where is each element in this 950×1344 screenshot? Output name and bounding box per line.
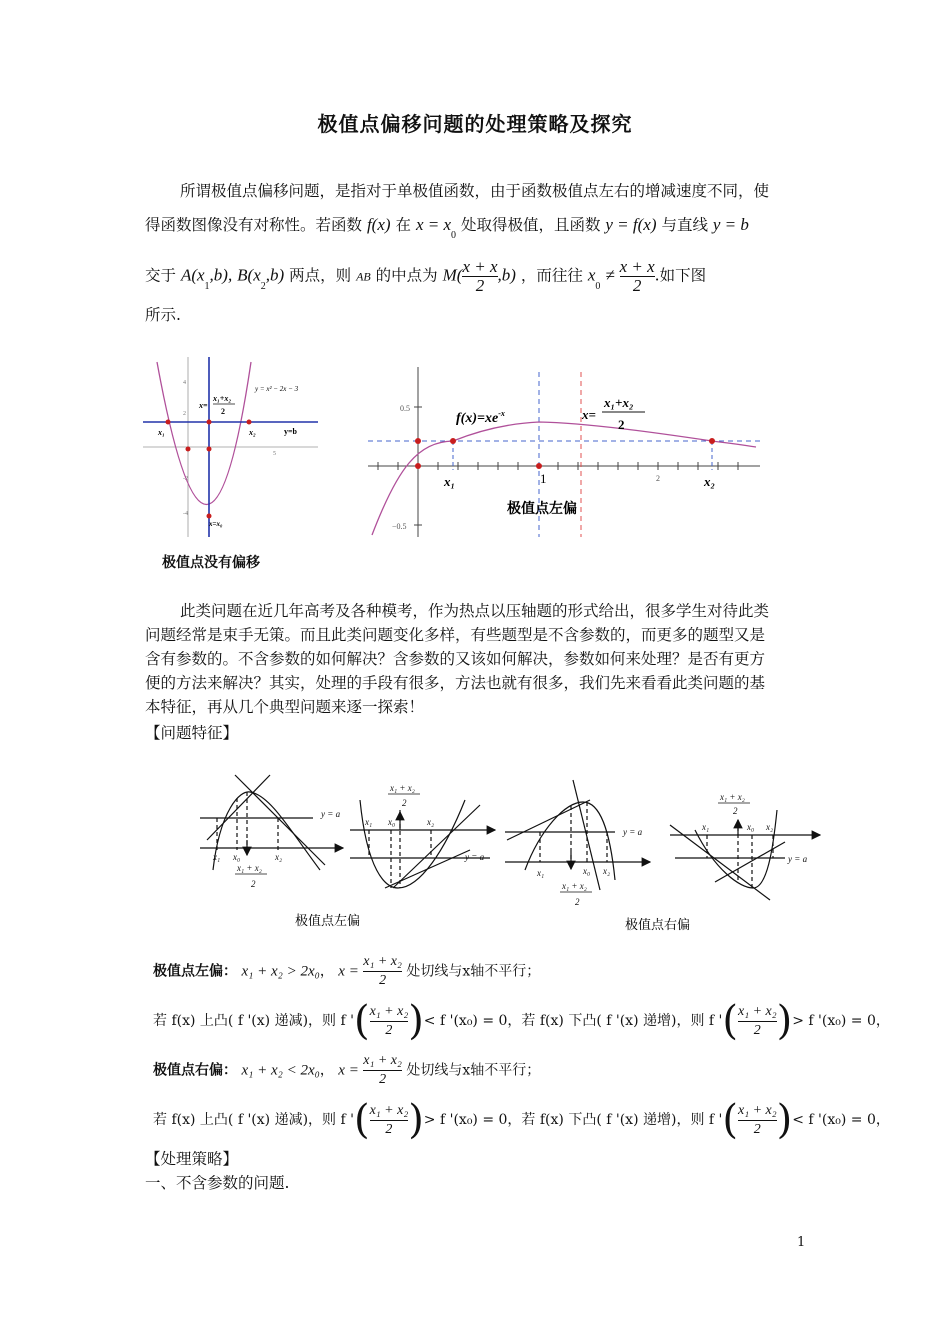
figure-features bbox=[195, 770, 825, 935]
fig2-x-eq: x= bbox=[582, 407, 596, 422]
feature-right-frac: $\frac{\text{x₁ + x₂}}{2}$ bbox=[363, 1053, 402, 1087]
parabola-curve bbox=[157, 362, 251, 505]
feature-right-detail: 若 f(x) 上凸( f '(x) 递减)，则 f '( $\frac{\text{x₁ + x₂}}{2}$ )> f '(x₀) = 0，若 f(x) 下凸( f '(x) 递增)，则 f '( $\frac{\text{x₁ + x₂}}{2}$ )< f '(x₀) = 0， bbox=[153, 1097, 890, 1143]
fig2-mid-num: x₁+x₂ bbox=[604, 395, 634, 410]
fig1-x0-label: x=x₀ bbox=[209, 520, 223, 528]
fig2-x1-label: x₁ bbox=[444, 474, 456, 489]
p1-tangent-1 bbox=[207, 775, 270, 840]
para2-line-1: 此类问题在近几年高考及各种模考，作为热点以压轴题的形式给出，很多学生对待此类 bbox=[180, 602, 770, 620]
p2-x1: x₁ bbox=[365, 817, 373, 827]
p4-x2: x₂ bbox=[766, 822, 774, 832]
p4-mid-num: x₁ + x₂ bbox=[720, 792, 745, 802]
caption-right-shift: 极值点右偏 bbox=[625, 917, 691, 932]
p2-mid-den: 2 bbox=[402, 798, 407, 808]
p3-mid-num: x₁ + x₂ bbox=[562, 881, 587, 891]
point-origin bbox=[186, 447, 191, 452]
svg-text:-2: -2 bbox=[183, 476, 188, 482]
point-vertex bbox=[207, 514, 212, 519]
fig1-x2-label: x₂ bbox=[249, 428, 256, 437]
fig1-x1-label: x₁ bbox=[158, 428, 165, 437]
point-mid bbox=[207, 420, 212, 425]
p2-mid-num: x₁ + x₂ bbox=[390, 783, 415, 793]
p3-mid-den: 2 bbox=[575, 897, 580, 907]
p4-tangent-1 bbox=[670, 825, 770, 900]
section-heading-strategy: 【处理策略】 bbox=[145, 1150, 239, 1168]
figure-left-shift bbox=[368, 367, 760, 537]
svg-text:2: 2 bbox=[183, 411, 186, 417]
fig2-caption: 极值点左偏 bbox=[507, 502, 577, 517]
p4-ya-label: y = a bbox=[788, 854, 808, 864]
fig1-mid-den: 2 bbox=[221, 407, 225, 416]
fig2-tick-1: 1 bbox=[540, 471, 547, 486]
section-heading-features: 【问题特征】 bbox=[145, 724, 239, 742]
fig2-point-x2 bbox=[709, 438, 715, 444]
fig2-mid-den: 2 bbox=[618, 417, 625, 432]
p4-mid-den: 2 bbox=[733, 806, 738, 816]
section-subheading: 一、不含参数的问题. bbox=[145, 1174, 290, 1192]
parabola-label: y = x² − 2x − 3 bbox=[255, 385, 299, 393]
svg-text:4: 4 bbox=[183, 380, 186, 386]
fig2-func-label: $f(x)=xe^{-x}$ bbox=[456, 409, 505, 426]
p3-x1: x₁ bbox=[537, 868, 545, 878]
para2-line-4: 便的方法来解决？其实，处理的手段有很多，方法也就有很多，我们先来看看此类问题的基 bbox=[145, 674, 766, 692]
figure-no-shift bbox=[143, 357, 318, 537]
p1-x2: x₂ bbox=[275, 852, 283, 862]
fig2-curve bbox=[372, 422, 756, 535]
page-title: 极值点偏移问题的处理策略及探究 bbox=[317, 112, 633, 136]
p3-ya-label: y = a bbox=[623, 827, 643, 837]
fig2-point-1 bbox=[536, 463, 542, 469]
p3-x2: x₂ bbox=[603, 866, 611, 876]
fig2-tick-m05: −0.5 bbox=[392, 522, 407, 531]
p2-ya-label: y = a bbox=[465, 852, 485, 862]
fig1-yb-label: y=b bbox=[284, 427, 298, 436]
p1-mid-den: 2 bbox=[251, 879, 256, 889]
p3-tangent-1 bbox=[507, 800, 590, 840]
midpoint-fraction-2: $\frac{x + x}{2}$ bbox=[619, 257, 655, 295]
p2-x0: x₀ bbox=[388, 817, 396, 827]
p1-x1: x₁ bbox=[213, 852, 221, 862]
fig1-x-eq: x= bbox=[199, 401, 208, 410]
p4-x0: x₀ bbox=[747, 822, 755, 832]
point-x1 bbox=[166, 420, 171, 425]
fig2-origin bbox=[415, 463, 421, 469]
fig1-mid-num: x₁+x₂ bbox=[213, 394, 232, 403]
intro-line-4: 所示. bbox=[145, 306, 181, 324]
svg-text:5: 5 bbox=[273, 451, 276, 457]
intro-line-1: 所谓极值点偏移问题，是指对于单极值函数，由于函数极值点左右的增减速度不同，使 bbox=[180, 182, 770, 200]
feature-right-row: 极值点右偏： x₁ + x₂ < 2x₀， x = $\frac{\text{x₁ + x₂}}{2}$ 处切线与x轴不平行； bbox=[153, 1053, 541, 1087]
svg-text:-4: -4 bbox=[183, 511, 188, 517]
para2-line-3: 含有参数的。不含参数的如何解决？含参数的又该如何解决，参数如何来处理？是否有更方 bbox=[145, 650, 766, 668]
p1-ya-label: y = a bbox=[321, 809, 341, 819]
point-y-intercept bbox=[207, 447, 212, 452]
para2-line-5: 本特征，再从几个典型问题来逐一探索！ bbox=[145, 698, 425, 716]
page-number: 1 bbox=[797, 1235, 806, 1250]
intro-line-2: 得函数图像没有对称性。若函数 f(x) 在 $x = x_0$ 处取得极值，且函数 y = f(x) 与直线 y = b bbox=[145, 215, 749, 241]
fig2-tick-05: 0.5 bbox=[400, 404, 410, 413]
p2-tangent-2 bbox=[393, 805, 480, 888]
fig2-x2-label: x₂ bbox=[704, 474, 716, 489]
para2-line-2: 问题经常是束手无策。而且此类问题变化多样，有些题型是不含参数的，而更多的题型又是 bbox=[145, 626, 766, 644]
p2-curve bbox=[360, 800, 465, 888]
feature-left-frac: $\frac{\text{x₁ + x₂}}{2}$ bbox=[363, 954, 402, 988]
caption-left-shift: 极值点左偏 bbox=[295, 913, 361, 928]
p4-x1: x₁ bbox=[702, 822, 710, 832]
fig2-tick-2: 2 bbox=[656, 474, 660, 483]
p1-x0: x₀ bbox=[233, 852, 241, 862]
point-x2 bbox=[247, 420, 252, 425]
p3-x0: x₀ bbox=[583, 866, 591, 876]
caption-no-shift: 极值点没有偏移 bbox=[162, 555, 260, 571]
p1-curve bbox=[213, 792, 320, 870]
midpoint-fraction: $\frac{x + x}{2}$ bbox=[462, 257, 498, 295]
fig2-point-left bbox=[415, 438, 421, 444]
p1-mid-num: x₁ + x₂ bbox=[237, 863, 262, 873]
p4-tangent-2 bbox=[715, 842, 785, 882]
fig2-point-x1 bbox=[450, 438, 456, 444]
feature-left-detail: 若 f(x) 上凸( f '(x) 递减)，则 f '( $\frac{\text{x₁ + x₂}}{2}$ )< f '(x₀) = 0，若 f(x) 下凸( f '(x) 递增)，则 f '( $\frac{\text{x₁ + x₂}}{2}$ )> f '(x₀) = 0， bbox=[153, 998, 890, 1044]
feature-left-row: 极值点左偏： x₁ + x₂ > 2x₀， x = $\frac{\text{x₁ + x₂}}{2}$ 处切线与x轴不平行； bbox=[153, 954, 541, 988]
intro-line-3: 交于 $A(x_1,b)$, $B(x_2,b)$ 两点，则 AB 的中点为 M( $\frac{x + x}{2}$ ,b) ，而往往 $x_0$ ≠ $\frac{x + x}{2}$ .如下图 bbox=[145, 257, 707, 295]
p2-x2: x₂ bbox=[427, 817, 435, 827]
